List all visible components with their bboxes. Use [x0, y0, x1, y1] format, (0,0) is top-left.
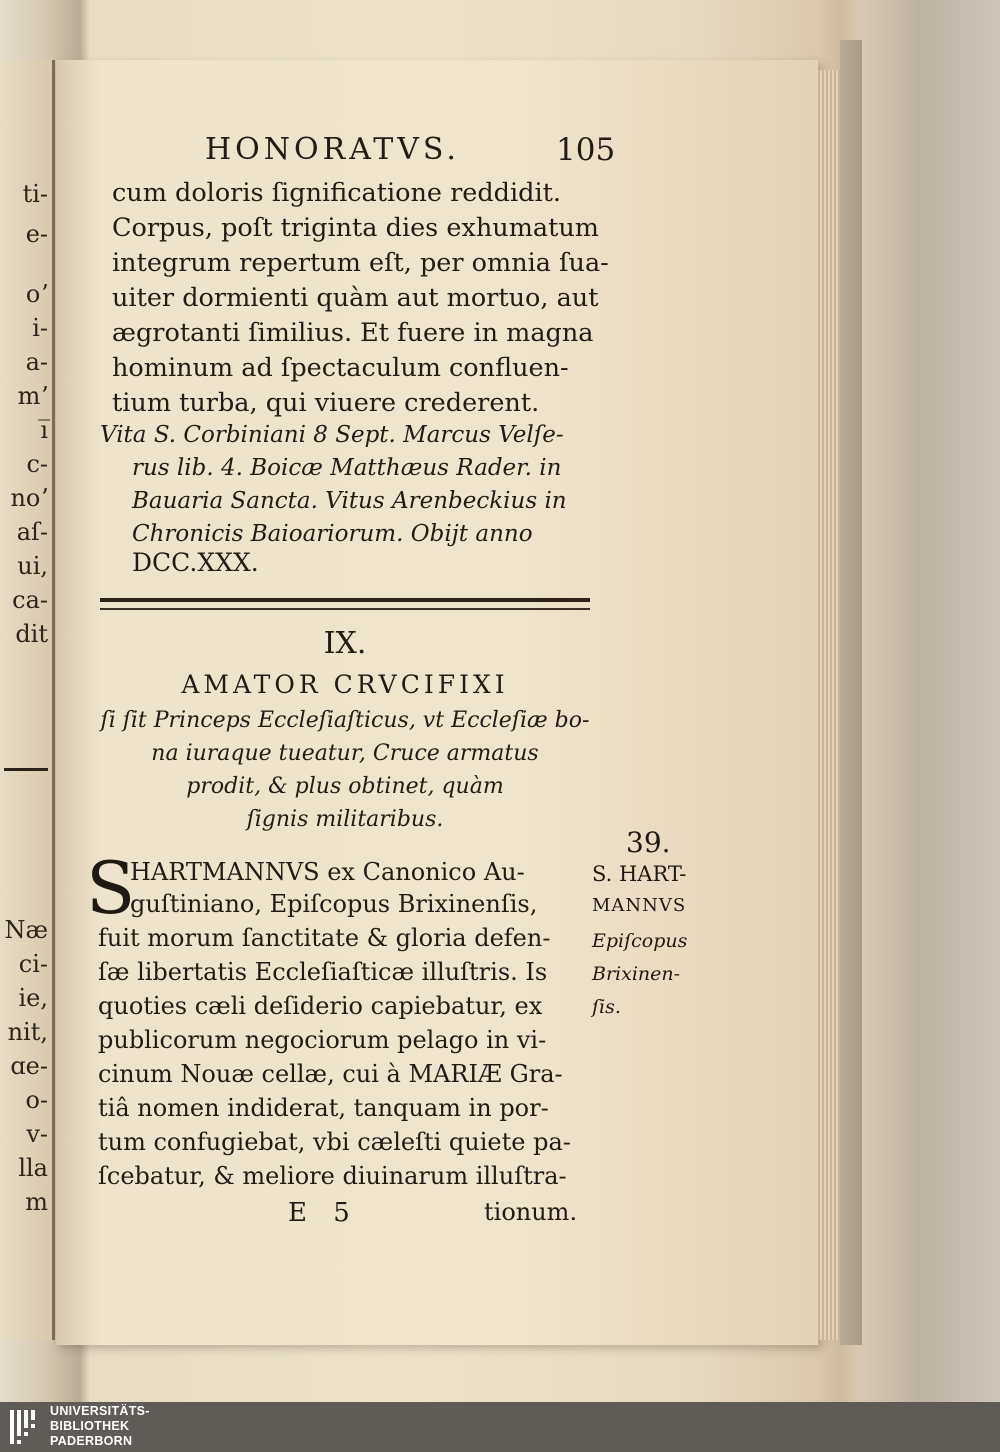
citation-line: Chronicis Baioariorum. Obijt anno	[132, 521, 533, 547]
library-name-line: UNIVERSITÄTS-	[50, 1404, 150, 1418]
section-subtitle: na iuraque tueatur, Cruce armatus	[151, 741, 539, 766]
left-fragment: ɑe-	[10, 1052, 48, 1080]
left-fragment: e-	[25, 220, 48, 248]
text-line: quoties cæli deſiderio capiebatur, ex	[98, 992, 543, 1020]
left-fragment: o-	[25, 1086, 48, 1114]
text-line: Corpus, poſt triginta dies exhumatum	[112, 213, 599, 243]
text-line: tium turba, qui viuere crederent.	[112, 388, 540, 418]
running-header: HONORATVS.	[205, 132, 460, 167]
left-fragment: i-	[32, 314, 48, 342]
section-number: IX.	[323, 626, 367, 661]
margin-note-line: Epiſcopus	[592, 930, 688, 952]
section-title: AMATOR CRVCIFIXI	[181, 670, 509, 699]
library-footer	[0, 1402, 1000, 1452]
left-fragment: aſ-	[16, 518, 48, 546]
citation-line: Vita S. Corbiniani 8 Sept. Marcus Velſe-	[100, 422, 564, 448]
left-fragment: nit,	[7, 1018, 48, 1046]
margin-note-line: ſis.	[592, 996, 621, 1018]
book-cover	[840, 40, 862, 1345]
left-fragment: m	[25, 1188, 48, 1216]
section-subtitle: ſignis militaribus.	[246, 807, 444, 832]
left-rule	[4, 768, 48, 771]
text-line: tum confugiebat, vbi cæleſti quiete pa-	[98, 1128, 571, 1156]
text-line: guſtiniano, Epiſcopus Brixinenſis,	[130, 890, 538, 918]
left-fragment: oʼ	[25, 280, 48, 308]
left-fragment: c-	[26, 450, 48, 478]
section-subtitle: ſi ſit Princeps Eccleſiaſticus, vt Eccleſiæ bo-	[100, 708, 590, 733]
section-subtitle: prodit, & plus obtinet, quàm	[186, 774, 504, 799]
left-fragment: lla	[18, 1154, 48, 1182]
catchword: tionum.	[484, 1198, 578, 1226]
left-fragment: i̅	[40, 416, 48, 444]
text-line: cum doloris ſignificatione reddidit.	[112, 178, 561, 208]
library-name-line: PADERBORN	[50, 1434, 133, 1448]
library-name-line: BIBLIOTHEK	[50, 1419, 130, 1433]
left-fragment: mʼ	[17, 382, 48, 410]
page-edges	[818, 70, 840, 1340]
left-fragment: dit	[15, 620, 48, 648]
margin-note-line: MANNVS	[592, 895, 687, 916]
text-line: HARTMANNVS ex Canonico Au-	[130, 858, 525, 886]
left-page-edge	[0, 60, 55, 1340]
left-fragment: ci-	[18, 950, 48, 978]
left-fragment: Næ	[4, 916, 48, 944]
library-logo-icon	[8, 1406, 44, 1448]
left-fragment: v-	[26, 1120, 48, 1148]
left-fragment: ie,	[18, 984, 48, 1012]
text-line: ſcebatur, & meliore diuinarum illuſtra-	[98, 1162, 567, 1190]
signature-mark: E 5	[288, 1198, 350, 1228]
margin-note-line: Brixinen-	[592, 963, 681, 985]
separator-rule	[100, 598, 590, 602]
margin-note-line: S. HART-	[592, 862, 687, 886]
text-line: ægrotanti ſimilius. Et fuere in magna	[112, 318, 594, 348]
text-line: cinum Nouæ cellæ, cui à MARIÆ Gra-	[98, 1060, 563, 1088]
margin-number: 39.	[626, 826, 671, 859]
left-fragment: ca-	[12, 586, 48, 614]
drop-cap: S	[86, 846, 136, 930]
citation-line: rus lib. 4. Boicæ Matthæus Rader. in	[132, 455, 562, 481]
citation-line: Bauaria Sancta. Vitus Arenbeckius in	[132, 488, 567, 514]
left-fragment: a-	[25, 348, 48, 376]
separator-rule-thin	[100, 608, 590, 610]
text-line: integrum repertum eſt, per omnia ſua-	[112, 248, 609, 278]
text-line: uiter dormienti quàm aut mortuo, aut	[112, 283, 599, 313]
page-number: 105	[556, 132, 616, 168]
text-line: ſæ libertatis Eccleſiaſticæ illuſtris. Is	[98, 958, 548, 986]
left-fragment: noʼ	[10, 484, 48, 512]
left-fragment: ui,	[17, 552, 48, 580]
text-line: hominum ad ſpectaculum confluen-	[112, 353, 569, 383]
text-line: tiâ nomen indiderat, tanquam in por-	[98, 1094, 549, 1122]
text-line: publicorum negociorum pelago in vi-	[98, 1026, 547, 1054]
left-fragment: ti-	[22, 180, 48, 208]
text-line: fuit morum ſanctitate & gloria defen-	[98, 924, 551, 952]
citation-year: DCC.XXX.	[132, 548, 259, 577]
